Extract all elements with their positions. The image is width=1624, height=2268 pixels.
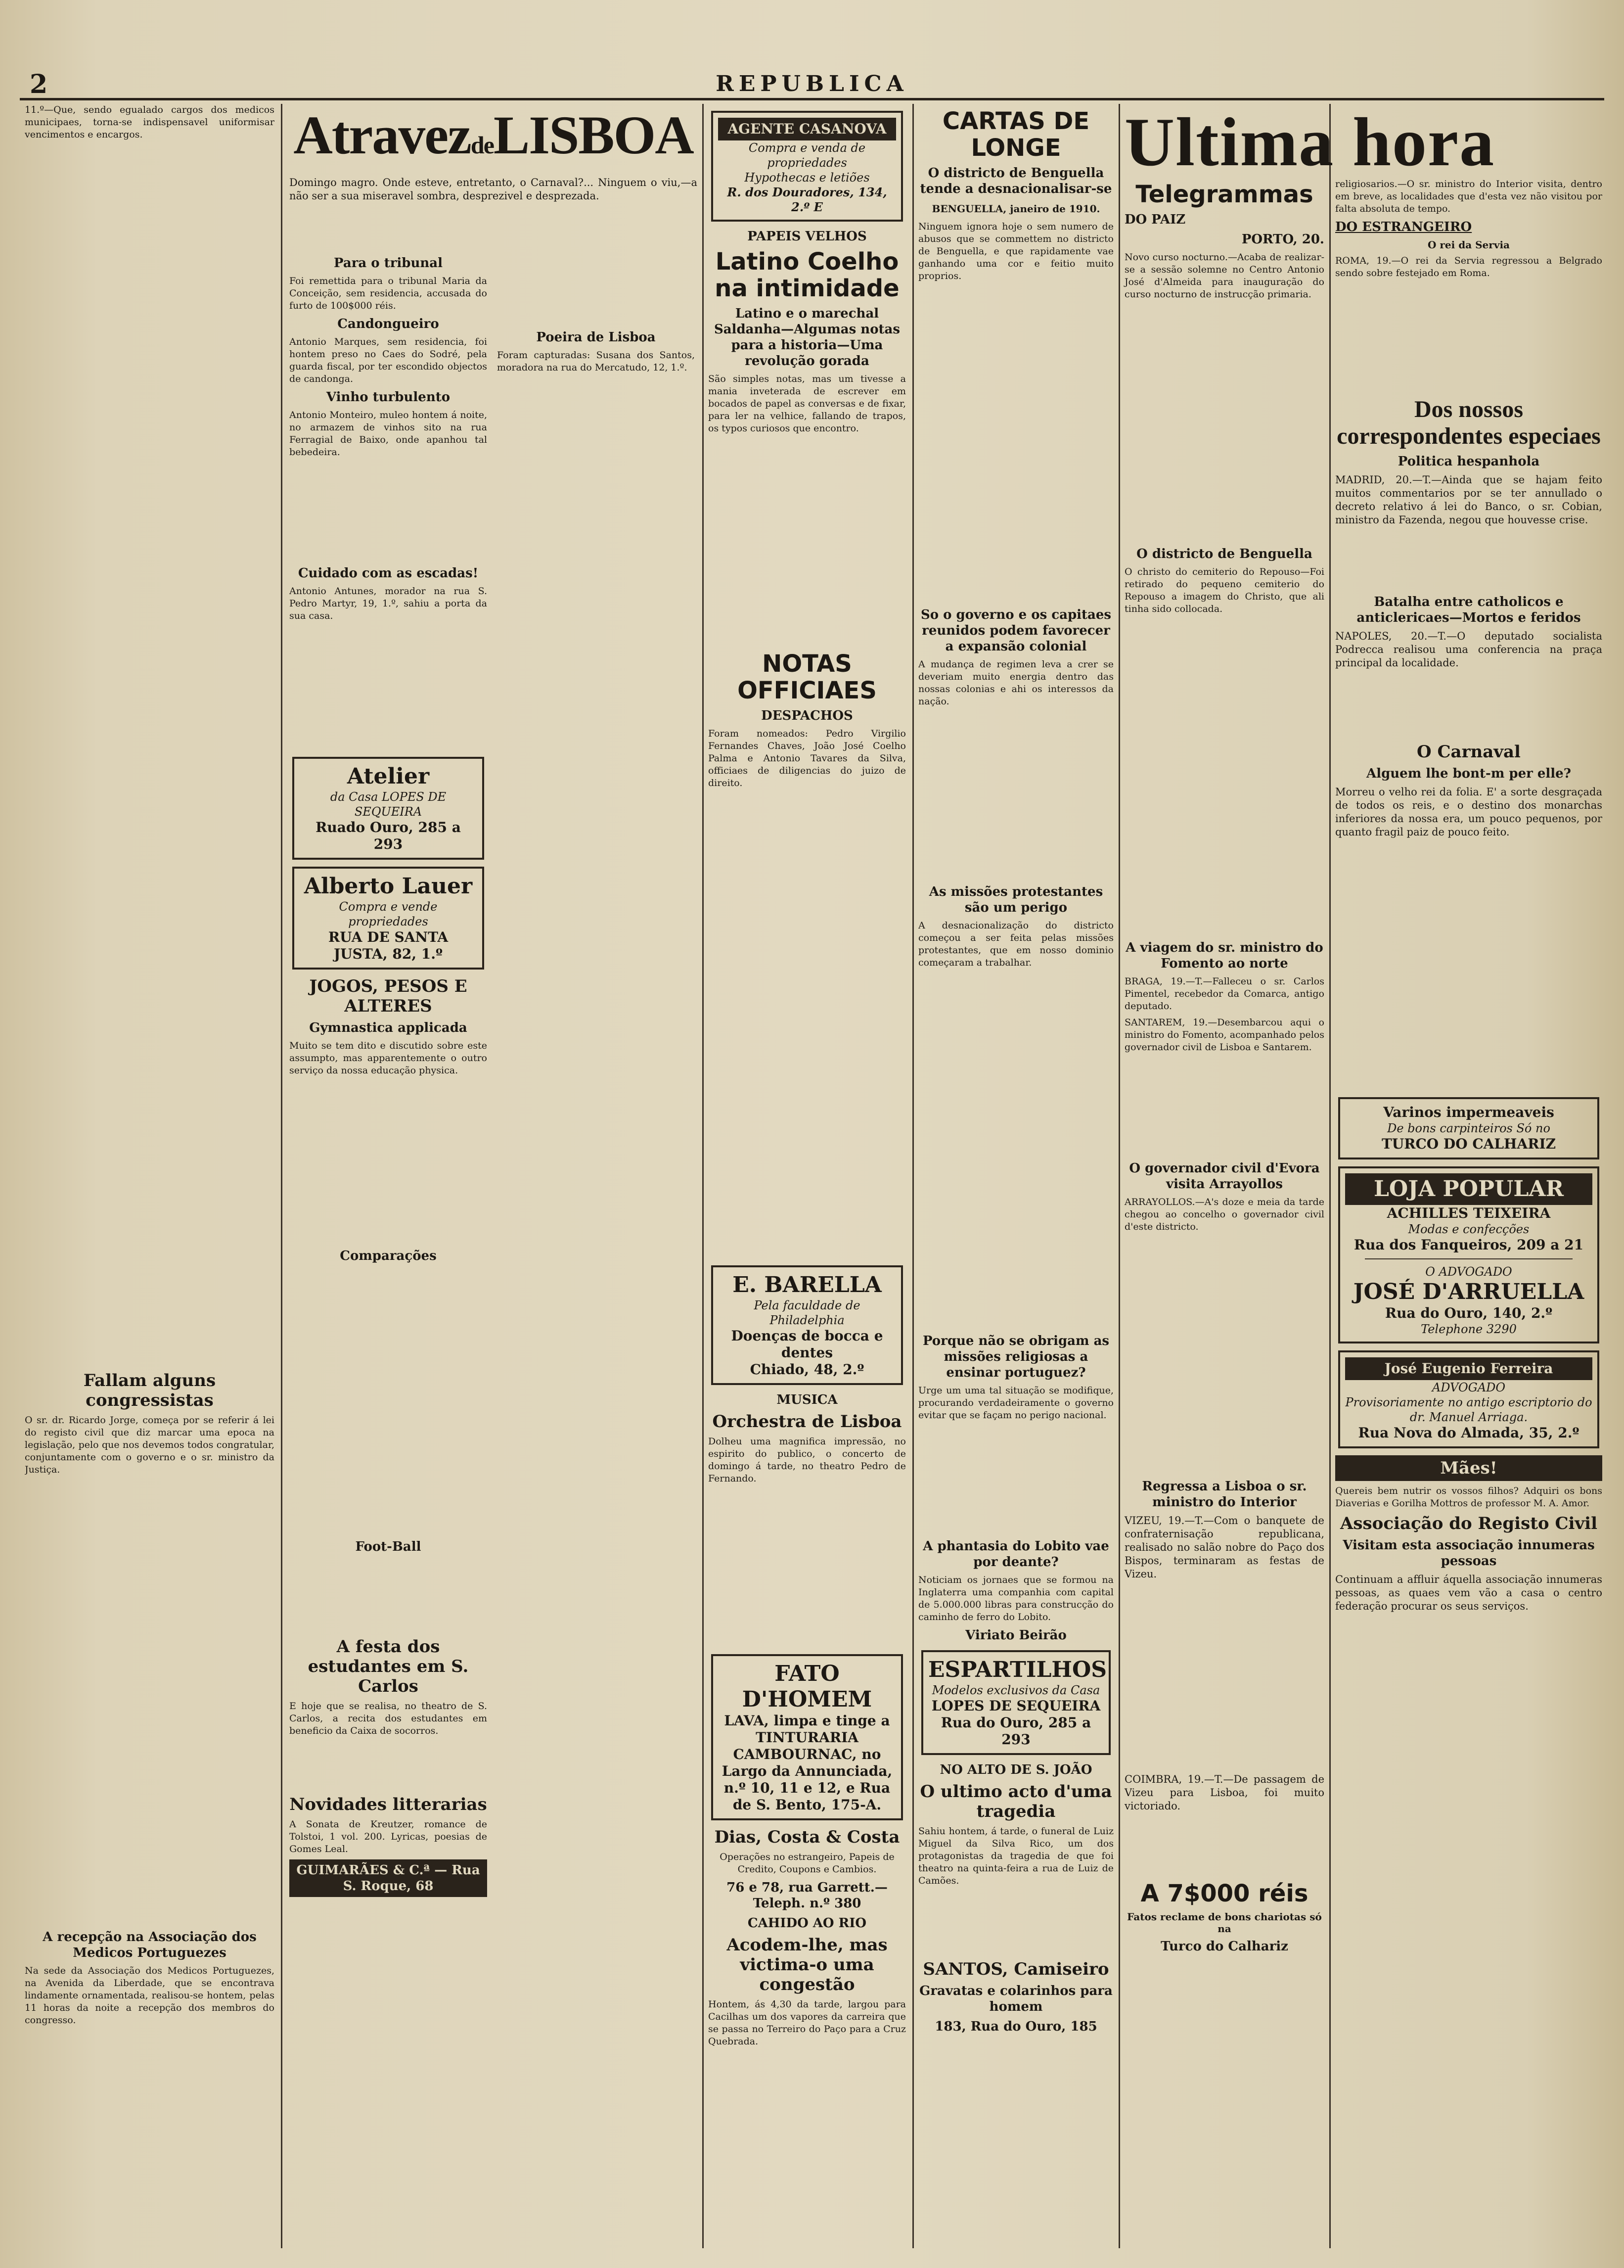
advert-varinos: Varinos impermeaveis De bons carpinteiros Só no TURCO DO CALHARIZ	[1338, 1097, 1599, 1159]
article-paragraph: A desnacionalização do districto começou a ser feita pelas missões protestantes, que em nosso dominio começaram a trabalhar.	[918, 920, 1114, 968]
advert-text: Fatos reclame de bons chariotas só na	[1127, 1911, 1322, 1935]
column-news-briefs	[1335, 104, 1602, 2248]
advert-dias-costa: Dias, Costa & Costa	[714, 1827, 900, 1847]
dateline: BENGUELLA, janeiro de 1910.	[932, 203, 1100, 215]
headline-acodem-lhe: Acodem-lhe, mas victima-o uma congestão	[726, 1935, 888, 1994]
section-title: Vinho turbulento	[326, 390, 451, 405]
page-number: 2	[30, 69, 48, 99]
section-title: Comparações	[340, 1249, 437, 1263]
column-congress-report	[25, 104, 274, 2248]
newspaper-name: REPUBLICA	[716, 71, 908, 96]
article-paragraph: Urge um uma tal situação se modifique, procurando verdadeiramente o governo evitar que se façam no perigo nacional.	[918, 1385, 1114, 1421]
section-title: A festa dos estudantes em S. Carlos	[308, 1637, 469, 1696]
advert-address: 183, Rua do Ouro, 185	[935, 2019, 1097, 2034]
dateline: COIMBRA, 19.—T.—De passagem de Vizeu para Lisboa, foi muito victoriado.	[1125, 1773, 1324, 1812]
column-cartas-de-longe	[918, 104, 1114, 2248]
article-paragraph: Antonio Marques, sem residencia, foi hontem preso no Caes do Sodré, pela guarda fiscal, por ter escondido objectos de candonga.	[289, 336, 487, 384]
article-paragraph: O sr. dr. Ricardo Jorge, começa por se referir á lei do registo civil que diz marcar uma epoca na legislação, pelo que nos devemos todos congratular, conjuntamente com o governo e o sr. ministro da Justiça.	[25, 1415, 274, 1475]
section-title: Para o tribunal	[334, 256, 443, 271]
signature: Viriato Beirão	[965, 1628, 1067, 1643]
kicker: NO ALTO DE S. JOÃO	[940, 1762, 1092, 1777]
headline-cartas-de-longe: CARTAS DE LONGE	[942, 107, 1090, 162]
section-title: Candongueiro	[337, 317, 439, 331]
section-title: Batalha entre catholicos e anticlericaes—Mortos e feridos	[1356, 595, 1581, 625]
masthead-ultima-hora: Ultima hora	[1125, 104, 1495, 181]
advert-fato-dhomem: FATO D'HOMEM LAVA, limpa e tinge a TINTURARIA CAMBOURNAC, no Largo da Annunciada, n.º 10, 11 e 12, e Rua de S. Bento, 175-A.	[711, 1654, 903, 1820]
article-paragraph: ROMA, 19.—O rei da Servia regressou a Belgrado sendo sobre festejado em Roma.	[1335, 255, 1602, 278]
article-paragraph: Muito se tem dito e discutido sobre este assumpto, mas apparentemente o outro serviço da nossa educação physica.	[289, 1040, 487, 1076]
section-subtitle: Politica hespanhola	[1398, 454, 1540, 469]
section-title: So o governo e os capitaes reunidos podem favorecer a expansão colonial	[920, 607, 1112, 654]
section-title: Regressa a Lisboa o sr. ministro do Interior	[1142, 1479, 1307, 1510]
masthead-atravez-de-lisboa: AtravezdeLISBOA	[293, 105, 693, 165]
article-paragraph: Antonio Antunes, morador na rua S. Pedro Martyr, 19, 1.º, sahiu a porta da sua casa.	[289, 586, 487, 621]
lead-paragraph: Domingo magro. Onde esteve, entretanto, o Carnaval?... Ninguem o viu,—a não ser a sua miseravel sombra, desprezivel e desprezada.	[289, 177, 697, 202]
article-paragraph: Dolheu uma magnifica impressão, no espirito do publico, o concerto de domingo á tarde, no theatro Pedro de Fernando.	[708, 1436, 906, 1484]
advert-text: Quereis bem nutrir os vossos filhos? Adquiri os bons Diaverias e Gorilha Mottros de professor M. A. Amor.	[1335, 1485, 1602, 1509]
advert-address: Turco do Calhariz	[1161, 1939, 1288, 1954]
column-rule	[1329, 104, 1331, 2248]
section-title: A recepção na Associação dos Medicos Portuguezes	[43, 1930, 257, 1960]
article-paragraph: A mudança de regimen leva a crer se deveriam muito energia dentro das nossas colonias e ahi os interessos da nação.	[918, 659, 1114, 707]
article-paragraph: Noticiam os jornaes que se formou na Inglaterra uma companhia com capital de 5.000.000 libras para construcção do caminho de ferro do Lobito.	[918, 1574, 1114, 1622]
column-rule	[702, 104, 704, 2248]
advert-santos-camiseiro: SANTOS, Camiseiro	[923, 1959, 1109, 1979]
article-paragraph: 11.º—Que, sendo egualado cargos dos medicos municipaes, torna-se indispensavel uniformisar vencimentos e encargos.	[25, 104, 274, 140]
section-title: JOGOS, PESOS E ALTERES	[309, 976, 467, 1016]
article-paragraph: religiosarios.—O sr. ministro do Interior visita, dentro em breve, as localidades que d'esta vez não visitou por falta absoluta de tempo.	[1335, 179, 1602, 214]
advert-agente-casanova: AGENTE CASANOVA Compra e venda de propriedades Hypothecas e letiões R. dos Douradores, 134, 2.º E	[711, 111, 903, 222]
source-label: DO PAIZ	[1125, 212, 1186, 227]
section-title: Novidades litterarias	[289, 1795, 487, 1814]
section-title-notas-officiaes: NOTAS OFFICIAES	[737, 650, 877, 704]
headline-latino-coelho: Latino Coelho na intimidade	[715, 248, 900, 302]
section-title-telegrammas: Telegrammas	[1135, 181, 1313, 208]
article-paragraph: E hoje que se realisa, no theatro de S. Carlos, a recita dos estudantes em beneficio da Caixa de socorros.	[289, 1701, 487, 1736]
article-paragraph: São simples notas, mas um tivesse a mania inveterada de escrever em bocados de papel as conversas e de fixar, para ler na velhice, fallando de trapos, os typos curiosos que encontro.	[708, 373, 906, 434]
column-papeis-velhos	[708, 104, 906, 2248]
section-subtitle: Alguem lhe bont-m per elle?	[1366, 766, 1571, 781]
article-paragraph: Morreu o velho rei da folia. E' a sorte desgraçada de todos os reis, e o destino dos monarchas inferiores da nossa era, um pouco pequenos, por quanto fragil paiz de pouco feito.	[1335, 786, 1602, 838]
article-paragraph: VIZEU, 19.—T.—Com o banquete de confraternisação republicana, realisado no salão nobre do Paço dos Bispos, terminaram as festas de Vizeu.	[1125, 1515, 1324, 1580]
article-paragraph: Sahiu hontem, á tarde, o funeral de Luiz Miguel da Silva Rico, um dos protagonistas da tragedia de que foi theatro na quinta-feira a rua de Luiz de Camões.	[918, 1826, 1114, 1886]
article-paragraph: Foram capturadas: Susana dos Santos, moradora na rua do Mercatudo, 12, 1.º.	[497, 350, 695, 373]
section-subtitle: Orchestra de Lisboa	[712, 1412, 902, 1432]
article-paragraph: SANTAREM, 19.—Desembarcou aqui o ministro do Fomento, acompanhado pelos governador civil de Lisboa e Santarem.	[1125, 1017, 1324, 1053]
section-title: Foot-Ball	[355, 1539, 421, 1554]
kicker: CAHIDO AO RIO	[747, 1916, 867, 1931]
column-rule	[281, 104, 282, 2248]
article-paragraph: Foi remettida para o tribunal Maria da Conceição, sem residencia, accusada do furto de 100$000 réis.	[289, 276, 487, 311]
section-title: O governador civil d'Evora visita Arrayollos	[1129, 1161, 1320, 1192]
article-paragraph: Foram nomeados: Pedro Virgilio Fernandes Chaves, João José Coelho Palma e Antonio Tavares da Silva, officiaes de diligencias do juizo de direito.	[708, 728, 906, 788]
advert-text: Operações no estrangeiro, Papeis de Credito, Coupons e Cambios.	[720, 1851, 895, 1875]
advert-espartilhos: ESPARTILHOS Modelos exclusivos da Casa LOPES DE SEQUEIRA Rua do Ouro, 285 a 293	[921, 1650, 1111, 1755]
article-paragraph: Continuam a affluir áquella associação innumeras pessoas, as quaes vem vão a casa o centro federação procurar os seus serviços.	[1335, 1574, 1602, 1612]
article-paragraph: MADRID, 20.—T.—Ainda que se hajam feito muitos commentarios por se ter annullado o decreto relativo á lei do Banco, o sr. Cobian, ministro da Fazenda, negou que houvesse crise.	[1335, 474, 1602, 526]
article-paragraph: Hontem, ás 4,30 da tarde, largou para Cacilhas um dos vapores da carreira que se passa no Terreiro do Paço para a Cruz Quebrada.	[708, 1999, 906, 2047]
page-header	[20, 69, 1604, 100]
advert-price: A 7$000 réis	[1140, 1880, 1308, 1907]
article-paragraph: BRAGA, 19.—T.—Falleceu o sr. Carlos Pimentel, recebedor da Comarca, antigo deputado.	[1125, 976, 1324, 1012]
dateline: PORTO, 20.	[1241, 232, 1324, 247]
advert-address: 76 e 78, rua Garrett.— Teleph. n.º 380	[726, 1880, 888, 1911]
article-paragraph: Ninguem ignora hoje o sem numero de abusos que se commettem no districto de Benguella, e que rapidamente vae ganhando uma cor e feitio muito proprios.	[918, 221, 1114, 281]
article-paragraph: Na sede da Associação dos Medicos Portuguezes, na Avenida da Liberdade, que se encontrava lindamente ornamentada, realisou-se hontem, pelas 11 horas da noite a recepção dos membros do congresso.	[25, 1965, 274, 2026]
kicker: PAPEIS VELHOS	[747, 229, 867, 244]
advert-jose-eugenio-ferreira: José Eugenio Ferreira ADVOGADO Provisoriamente no antigo escriptorio do dr. Manuel Arriaga. Rua Nova do Almada, 35, 2.º	[1338, 1350, 1599, 1448]
headline-ultimo-acto: O ultimo acto d'uma tragedia	[920, 1782, 1112, 1821]
article-paragraph: Novo curso nocturno.—Acaba de realizar-se a sessão solemne no Centro Antonio José d'Almeida para inauguração do curso nocturno de instrucção primaria.	[1125, 252, 1324, 300]
article-paragraph: O christo do cemiterio do Repouso—Foi retirado do pequeno cemiterio do Repouso a imagem do Christo, que ali tinha sido collocada.	[1125, 566, 1324, 614]
advert-atelier: Atelier da Casa LOPES DE SEQUEIRA Ruado Ouro, 285 a 293	[292, 757, 484, 860]
section-title: O districto de Benguella	[1136, 547, 1312, 561]
section-title: Poeira de Lisboa	[536, 330, 656, 345]
section-title: A phantasia do Lobito vae por deante?	[923, 1539, 1109, 1570]
section-title-correspondentes: Dos nossos correspondentes especiaes	[1337, 396, 1601, 449]
column-rule	[912, 104, 914, 2248]
advert-e-barella: E. BARELLA Pela faculdade de Philadelphia Doenças de bocca e dentes Chiado, 48, 2.º	[711, 1265, 903, 1385]
advert-text: Gravatas e colarinhos para homem	[919, 1984, 1113, 2014]
section-subtitle: O rei da Servia	[1428, 239, 1510, 251]
section-title: A viagem do sr. ministro do Fomento ao norte	[1126, 940, 1323, 971]
article-paragraph: NAPOLES, 20.—T.—O deputado socialista Podrecca realisou uma conferencia na praça principal da localidade.	[1335, 630, 1602, 669]
section-title: Porque não se obrigam as missões religiosas a ensinar portuguez?	[922, 1334, 1110, 1380]
advert-alberto-lauer: Alberto Lauer Compra e vende propriedades RUA DE SANTA JUSTA, 82, 1.º	[292, 867, 484, 970]
article-paragraph: A Sonata de Kreutzer, romance de Tolstoi, 1 vol. 200. Lyricas, poesias de Gomes Leal.	[289, 1819, 487, 1854]
deck: O districto de Benguella tende a desnacionalisar-se	[920, 166, 1112, 196]
advert-loja-popular: LOJA POPULAR ACHILLES TEIXEIRA Modas e confecções Rua dos Fanqueiros, 209 a 21 O ADVOGADO JOSÉ D'ARRUELLA Rua do Ouro, 140, 2.º Telephone 3290	[1338, 1166, 1599, 1343]
article-paragraph: ARRAYOLLOS.—A's doze e meia da tarde chegou ao concelho o governador civil d'este districto.	[1125, 1197, 1324, 1232]
section-title-carnaval: O Carnaval	[1417, 742, 1521, 762]
section-title: As missões protestantes são um perigo	[929, 884, 1103, 915]
section-title-registo-civil: Associação do Registo Civil	[1340, 1514, 1598, 1533]
column-lisbon-chronicle	[289, 104, 697, 2248]
section-title: Fallam alguns congressistas	[83, 1371, 216, 1410]
deck: Latino e o marechal Saldanha—Algumas notas para a historia—Uma revolução gorada	[714, 306, 901, 369]
section-subtitle: Visitam esta associação innumeras pessoas	[1343, 1538, 1595, 1569]
advert-maes: Mães!	[1335, 1455, 1602, 1481]
advert-guimaraes: GUIMARÃES & C.ª — Rua S. Roque, 68	[289, 1859, 487, 1897]
section-title: MUSICA	[776, 1392, 838, 1407]
column-rule	[1119, 104, 1120, 2248]
section-title: DO ESTRANGEIRO	[1335, 220, 1472, 234]
section-title: Cuidado com as escadas!	[298, 566, 479, 581]
article-paragraph: Antonio Monteiro, muleo hontem á noite, no armazem de vinhos sito na rua Ferragial de Baixo, onde apanhou tal bebedeira.	[289, 410, 487, 458]
section-subtitle: DESPACHOS	[761, 708, 853, 723]
section-subtitle: Gymnastica applicada	[309, 1020, 467, 1035]
